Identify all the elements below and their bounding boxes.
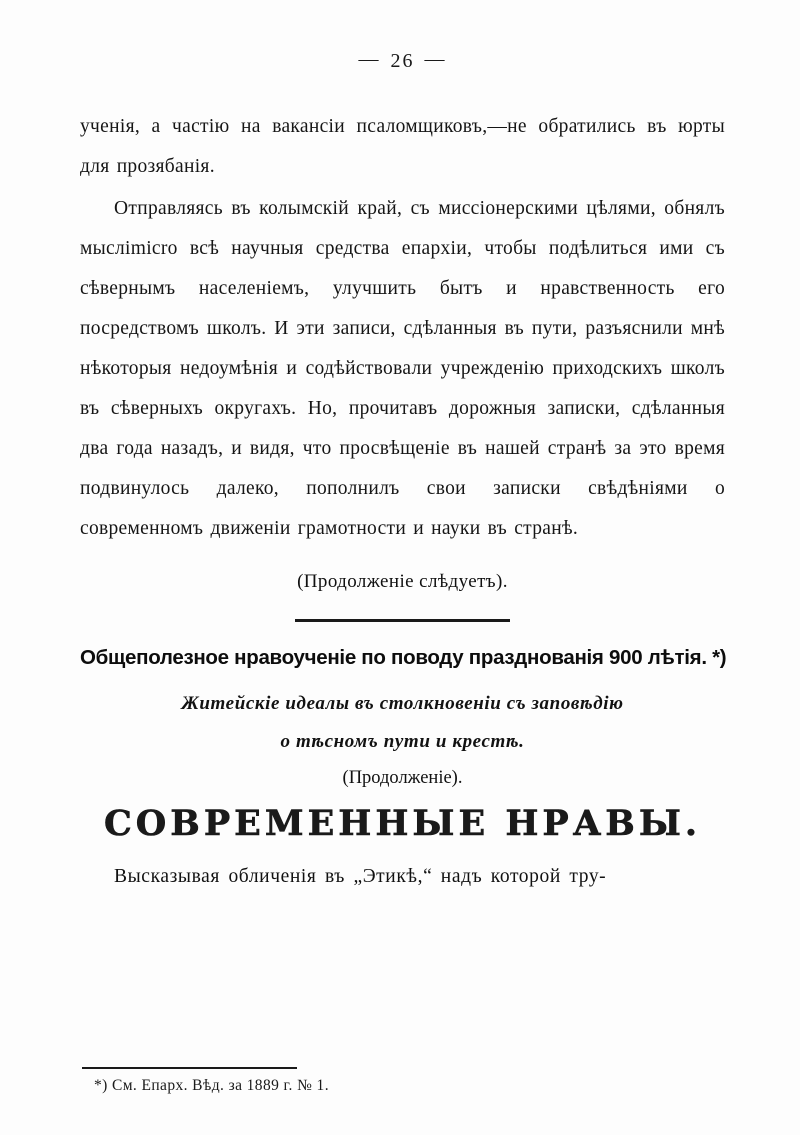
footnote-divider-rule [82, 1067, 297, 1069]
page-number-dash-right: — [424, 48, 447, 70]
section-divider-rule [295, 619, 510, 622]
article-subtitle-line-1: Житейскіе идеалы въ столкновеніи съ заповѣдію [181, 693, 624, 714]
paragraph-continued: ученія, а частію на вакансіи псаломщиковъ,—не обратились въ юрты для прозябанія. [80, 116, 725, 177]
page-number-value: 26 [390, 50, 415, 72]
article-title: Общеполезное нравоученіе по поводу празднованія 900 лѣтія. *) [80, 646, 727, 669]
page-number-dash-left: — [358, 48, 381, 70]
page-number [80, 48, 725, 73]
article-opening-paragraph: Высказывая обличенія въ „Этикѣ,“ надъ которой тру- [114, 866, 607, 887]
section-heading: СОВРЕМЕННЫЕ НРАВЫ. [103, 803, 702, 844]
footnote-area [80, 1067, 725, 1095]
continuation-note: (Продолженіе слѣдуетъ). [297, 571, 508, 592]
article-continuation-note: (Продолженіе). [342, 768, 463, 788]
footnote-text: *) См. Епарх. Вѣд. за 1889 г. № 1. [94, 1077, 329, 1094]
article-subtitle-line-2: о тѣсномъ пути и крестѣ. [280, 731, 525, 752]
paragraph-main: Отправляясь въ колымскій край, съ миссіонерскими цѣлями, обнялъ мысліmicro всѣ научныя средства епархіи, чтобы подѣлиться ими съ сѣвернымъ населеніемъ, улучшить бытъ и нравственность его посредствомъ школъ. И эти записи, сдѣланныя въ пути, разъяснили мнѣ нѣкоторыя недоумѣнія и содѣйствовали учрежденію приходскихъ школъ въ сѣверныхъ округахъ. Но, прочитавъ дорожныя записки, сдѣланныя два года назадъ, и видя, что просвѣщеніе въ нашей странѣ за это время подвинулось далеко, пополнилъ свои записки свѣдѣніями о современномъ движеніи грамотности и науки въ странѣ. [80, 198, 725, 539]
